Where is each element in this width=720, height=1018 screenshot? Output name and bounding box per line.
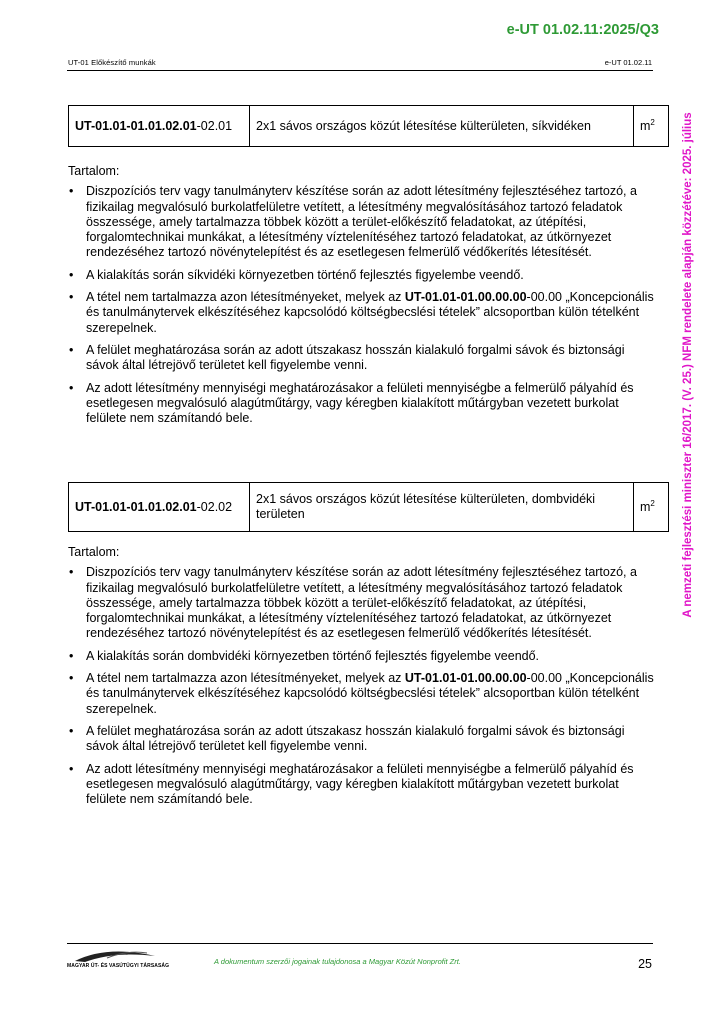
item-code-main: UT-01.01-01.01.02.01 (75, 499, 197, 514)
item-code-suffix: -02.01 (196, 118, 233, 133)
list-item: • Az adott létesítmény mennyiségi meghatározásakor a felületi mennyiségbe a felmerülő pályahíd és esetlegesen megvalósuló alagútműtárgy, vagy kéregben kialakított műtárgyban vezetett burkolat felülete nem számítandó bele. (69, 380, 634, 426)
list-item: • A felület meghatározása során az adott útszakasz hosszán kialakuló forgalmi sávok és biztonsági sávok által létrejövő területet kell figyelembe venni. (69, 723, 625, 754)
list-item: • A kialakítás során síkvidéki környezetben történő fejlesztés figyelembe veendő. (69, 267, 524, 282)
item-code-main: UT-01.01-01.01.02.01 (75, 118, 197, 133)
bullet-icon: • (69, 290, 74, 305)
side-note-text: A nemzeti fejlesztési miniszter 16/2017. (V. 25.) NFM rendelete alapján közzétéve: 2025. július (682, 112, 694, 618)
content-label: Tartalom: (68, 545, 120, 559)
bullet-icon: • (69, 648, 74, 663)
bullet-icon: • (69, 184, 74, 199)
list-item: • A tétel nem tartalmazza azon létesítményeket, melyek az UT-01.01-01.00.00.00-00.00 „Koncepcionális és tanulmánytervek elkészítéséhez kapcsolódó költségbecslési tételek” alcsoportban külön tételként szerepelnek. (69, 671, 654, 716)
content-list (68, 565, 654, 807)
bullet-icon: • (69, 267, 74, 282)
item-title: 2x1 sávos országos közút létesítése külterületen, dombvidéki területen (250, 483, 634, 532)
item-title: 2x1 sávos országos közút létesítése külterületen, síkvidéken (250, 106, 634, 147)
item-table-2 (68, 482, 669, 532)
item-unit (634, 483, 669, 532)
chapter-title: UT-01 Előkészítő munkák (68, 58, 156, 67)
bullet-icon: • (69, 723, 74, 738)
content-label: Tartalom: (68, 164, 120, 178)
item-code-suffix: -02.02 (196, 499, 233, 514)
document-reference: e-UT 01.02.11 (604, 58, 652, 67)
bullet-icon: • (69, 761, 74, 776)
list-item: • A kialakítás során dombvidéki környezetben történő fejlesztés figyelembe veendő. (69, 648, 540, 663)
item-content-1 (68, 164, 654, 433)
unit-exponent: 2 (650, 117, 655, 127)
list-item: • Diszpozíciós terv vagy tanulmányterv készítése során az adott létesítmény fejlesztéséhez tartozó, a fizikailag megvalósuló burkolatfelületre vetített, a létesítmény megvalósításához tartozó feladatok összessége, amely tartalmazza többek között a terület-előkészítő feladatokat, az útépítési, forgalomtechnikai munkákat, a létesítmény víztelenítéséhez tartozó feladatokat, az útkörnyezet rendezéséhez tartozó növénytelepítést és az esetlegesen felmerülő védőkerítés létesítését. (69, 565, 637, 641)
list-item: • Az adott létesítmény mennyiségi meghatározásakor a felületi mennyiségbe a felmerülő pályahíd és esetlegesen megvalósuló alagútműtárgy, vagy kéregben kialakított műtárgyban vezetett burkolat felülete nem számítandó bele. (69, 761, 634, 807)
bullet-icon: • (69, 671, 74, 686)
item-code (69, 106, 250, 147)
unit-base: m (640, 499, 651, 514)
copyright-note: A dokumentum szerzői jogainak tulajdonosa a Magyar Közút Nonprofit Zrt. (214, 957, 461, 966)
logo-text: MAGYAR ÚT- ÉS VASÚTÜGYI TÁRSASÁG (67, 963, 170, 969)
item-code (69, 483, 250, 532)
item-unit (634, 106, 669, 147)
list-item: • Diszpozíciós terv vagy tanulmányterv készítése során az adott létesítmény fejlesztéséhez tartozó, a fizikailag megvalósuló burkolatfelületre vetített, a létesítmény megvalósításához tartozó feladatok összessége, amely tartalmazza többek között a terület-előkészítő feladatokat, az útépítési, forgalomtechnikai munkákat, a létesítmény víztelenítéséhez tartozó feladatokat, az útkörnyezet rendezéséhez tartozó növénytelepítést és az esetlegesen felmerülő védőkerítés létesítését. (69, 184, 637, 260)
header-rule (67, 70, 653, 71)
unit-exponent: 2 (650, 498, 655, 508)
content-list (68, 184, 654, 426)
unit-base: m (640, 118, 651, 133)
bullet-icon: • (69, 342, 74, 357)
bullet-icon: • (69, 380, 74, 395)
document-code: e-UT 01.02.11:2025/Q3 (506, 22, 659, 38)
list-item: • A felület meghatározása során az adott útszakasz hosszán kialakuló forgalmi sávok és biztonsági sávok által létrejövő területet kell figyelembe venni. (69, 342, 625, 373)
footer-rule (67, 943, 653, 944)
list-item: • A tétel nem tartalmazza azon létesítményeket, melyek az UT-01.01-01.00.00.00-00.00 „Koncepcionális és tanulmánytervek elkészítéséhez kapcsolódó költségbecslési tételek” alcsoportban külön tételként szerepelnek. (69, 290, 654, 335)
item-content-2 (68, 545, 654, 814)
bullet-icon: • (69, 565, 74, 580)
page-number: 25 (638, 957, 652, 971)
item-table-1 (68, 105, 669, 147)
